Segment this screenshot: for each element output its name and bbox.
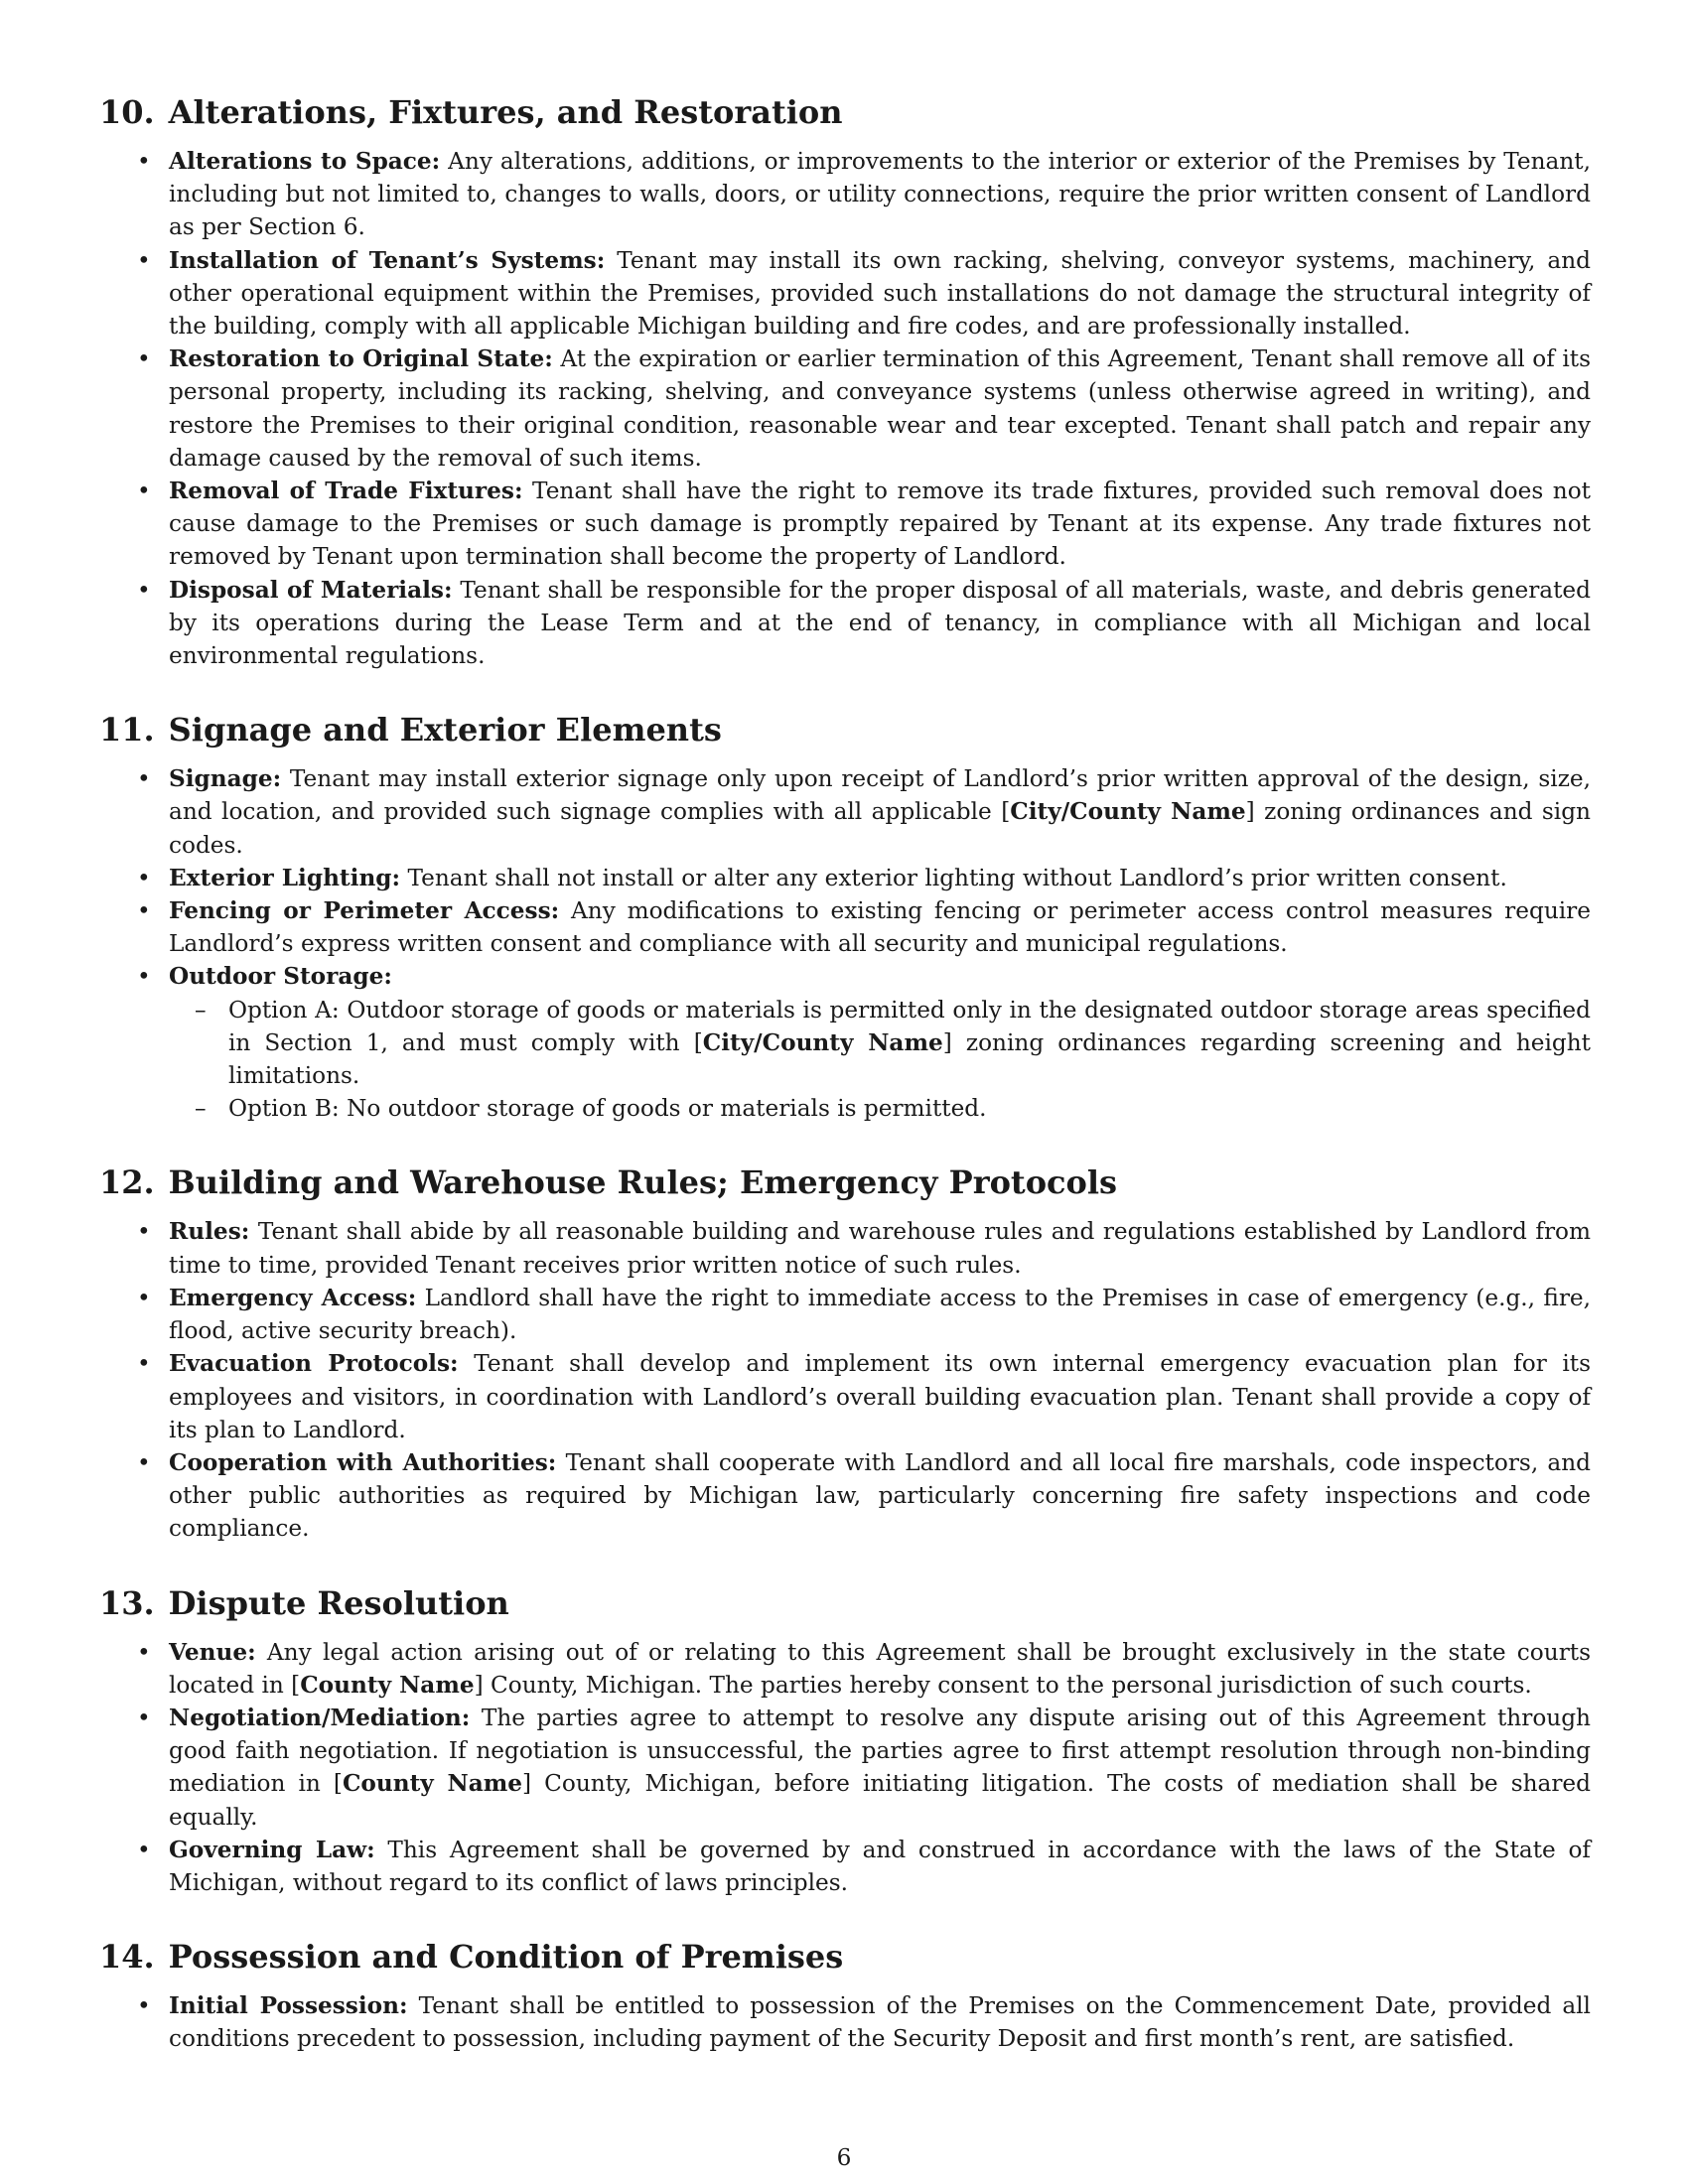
clause-label: Negotiation/Mediation: — [169, 1704, 471, 1731]
placeholder-text: County Name — [342, 1770, 523, 1798]
clause-list — [99, 1989, 1591, 2055]
clause-text: Tenant shall cooperate with Landlord and all local fire marshals, code inspectors, and other public authorities as required by Michigan law, particularly concerning fire safety inspections and code compliance. — [169, 1448, 1591, 1543]
clause-list — [99, 1636, 1591, 1900]
placeholder-bracket: [ — [693, 1028, 703, 1056]
clause-text: Any legal action arising out of or relating to this Agreement shall be brought exclusively in the state courts located in — [169, 1638, 1591, 1699]
placeholder-bracket: [ — [1001, 798, 1011, 826]
clause-label: Installation of Tenant’s Systems: — [169, 246, 606, 274]
clause-disposal-of-materials — [169, 574, 1591, 673]
clause-list — [99, 1215, 1591, 1545]
placeholder-bracket: ] — [522, 1770, 532, 1798]
clause-label: Alterations to Space: — [169, 148, 441, 175]
clause-text: Tenant shall abide by all reasonable building and warehouse rules and regulations established by Landlord from time to time, provided Tenant receives prior written notice of such rules. — [169, 1218, 1591, 1279]
section-heading — [99, 709, 1591, 751]
placeholder-text: City/County Name — [702, 1028, 943, 1056]
section-title: Signage and Exterior Elements — [168, 711, 722, 750]
clause-governing-law — [169, 1834, 1591, 1899]
clause-text: At the expiration or earlier termination of this Agreement, Tenant shall remove all of its personal property, including its racking, shelving, and conveyance systems (unless otherwise agreed in writing), and restore the Premises to their original condition, reasonable wear and tear excepted. Tenant shall patch and repair any damage caused by the removal of such items. — [169, 345, 1592, 472]
clause-label: Cooperation with Authorities: — [169, 1448, 557, 1476]
clause-label: Fencing or Perimeter Access: — [169, 897, 560, 925]
placeholder-bracket: [ — [333, 1770, 343, 1798]
section-number: 10. — [99, 93, 155, 131]
clause-text: County, Michigan. The parties hereby consent to the personal jurisdiction of such courts. — [483, 1671, 1532, 1699]
clause-text: Tenant may install exterior signage only upon receipt of Landlord’s prior written approval of the design, size, and location, and provided such signage complies with all applicable — [169, 765, 1591, 826]
clause-text: Tenant shall not install or alter any exterior lighting without Landlord’s prior written consent. — [400, 864, 1507, 891]
section-title: Building and Warehouse Rules; Emergency Protocols — [168, 1163, 1118, 1202]
clause-text: Tenant may install its own racking, shelving, conveyor systems, machinery, and other operational equipment within the Premises, provided such installations do not damage the structural integrity of the building, comply with all applicable Michigan building and fire codes, and are professionally installed. — [169, 246, 1592, 341]
clause-label: Removal of Trade Fixtures: — [169, 478, 523, 505]
section-heading — [99, 1161, 1591, 1203]
document-page — [99, 91, 1591, 2093]
clause-text: Tenant shall be responsible for the proper disposal of all materials, waste, and debris generated by its operations during the Lease Term and at the end of tenancy, in compliance with all Michigan and local environmental regulations. — [169, 576, 1591, 670]
placeholder-text: County Name — [300, 1671, 475, 1699]
clause-removal-of-trade-fixtures — [169, 475, 1591, 574]
clause-initial-possession — [169, 1989, 1591, 2055]
option-b — [228, 1092, 1591, 1125]
clause-label: Governing Law: — [169, 1836, 375, 1863]
section-10 — [99, 91, 1591, 672]
clause-signage — [169, 762, 1591, 862]
option-a — [228, 994, 1591, 1093]
clause-text: County, Michigan, before initiating litigation. The costs of mediation shall be shared equally. — [169, 1770, 1591, 1831]
section-14 — [99, 1936, 1591, 2055]
section-title: Alterations, Fixtures, and Restoration — [168, 93, 843, 131]
section-number: 12. — [99, 1163, 155, 1202]
clause-label: Restoration to Original State: — [169, 345, 553, 373]
section-12 — [99, 1161, 1591, 1545]
clause-alterations-to-space — [169, 145, 1591, 244]
option-list — [169, 994, 1591, 1126]
clause-label: Rules: — [169, 1218, 250, 1246]
section-number: 14. — [99, 1938, 155, 1977]
clause-label: Venue: — [169, 1638, 256, 1666]
clause-text: Tenant shall have the right to remove its trade fixtures, provided such removal does not cause damage to the Premises or such damage is promptly repaired by Tenant at its expense. Any trade fixtures not removed by Tenant upon termination shall become the property of Landlord. — [169, 478, 1591, 571]
placeholder-bracket: [ — [291, 1671, 301, 1699]
section-heading — [99, 1936, 1591, 1978]
section-heading — [99, 91, 1591, 133]
clause-text: Tenant shall be entitled to possession of the Premises on the Commencement Date, provided all conditions precedent to possession, including payment of the Security Deposit and first month’s rent, are satisfied. — [169, 1992, 1591, 2053]
placeholder-bracket: ] — [474, 1671, 484, 1699]
clause-fencing — [169, 894, 1591, 960]
clause-emergency-access — [169, 1282, 1591, 1347]
section-heading — [99, 1582, 1591, 1624]
clause-installation-of-systems — [169, 244, 1591, 343]
clause-label: Emergency Access: — [169, 1284, 417, 1311]
clause-list — [99, 762, 1591, 1125]
clause-label: Initial Possession: — [169, 1992, 408, 2020]
clause-cooperation-with-authorities — [169, 1446, 1591, 1546]
section-11 — [99, 709, 1591, 1125]
page-number: 6 — [836, 2144, 852, 2171]
clause-text: Any modifications to existing fencing or perimeter access control measures require Landlord’s express written consent and compliance with all security and municipal regulations. — [169, 897, 1591, 958]
clause-text: Landlord shall have the right to immediate access to the Premises in case of emergency (e.g., fire, flood, active security breach). — [169, 1284, 1591, 1345]
clause-rules — [169, 1215, 1591, 1281]
clause-exterior-lighting — [169, 862, 1591, 894]
clause-label: Signage: — [169, 765, 282, 793]
clause-text: The parties agree to attempt to resolve any dispute arising out of this Agreement through good faith negotiation. If negotiation is unsuccessful, the parties agree to first attempt resolution through non-binding mediation in — [169, 1704, 1591, 1798]
option-text: Option A: Outdoor storage of goods or materials is permitted only in the designated outdoor storage areas specified in Section 1, and must comply with — [228, 996, 1591, 1056]
clause-text: zoning ordinances and sign codes. — [169, 798, 1591, 859]
placeholder-bracket: ] — [1245, 798, 1255, 826]
section-title: Possession and Condition of Premises — [168, 1938, 844, 1977]
section-number: 13. — [99, 1583, 155, 1622]
clause-restoration — [169, 342, 1591, 475]
clause-venue — [169, 1636, 1591, 1702]
clause-label: Disposal of Materials: — [169, 576, 453, 604]
option-text: Option B: No outdoor storage of goods or materials is permitted. — [228, 1095, 987, 1123]
clause-label: Outdoor Storage: — [169, 963, 392, 991]
placeholder-text: City/County Name — [1010, 798, 1246, 826]
clause-outdoor-storage — [169, 960, 1591, 1125]
option-text: zoning ordinances regarding screening and height limitations. — [228, 1028, 1591, 1090]
section-number: 11. — [99, 711, 155, 750]
section-title: Dispute Resolution — [168, 1583, 509, 1622]
clause-text: Any alterations, additions, or improvements to the interior or exterior of the Premises by Tenant, including but not limited to, changes to walls, doors, or utility connections, require the prior written consent of Landlord as per Section 6. — [169, 148, 1591, 241]
clause-label: Exterior Lighting: — [169, 864, 401, 891]
clause-text: This Agreement shall be governed by and construed in accordance with the laws of the State of Michigan, without regard to its conflict of laws principles. — [169, 1836, 1591, 1896]
clause-label: Evacuation Protocols: — [169, 1350, 459, 1378]
clause-evacuation-protocols — [169, 1347, 1591, 1446]
clause-text: Tenant shall develop and implement its own internal emergency evacuation plan for its employees and visitors, in coordination with Landlord’s overall building evacuation plan. Tenant shall provide a copy of its plan to Landlord. — [169, 1350, 1591, 1443]
placeholder-bracket: ] — [942, 1028, 952, 1056]
clause-list — [99, 145, 1591, 672]
section-13 — [99, 1582, 1591, 1900]
clause-negotiation-mediation — [169, 1702, 1591, 1834]
